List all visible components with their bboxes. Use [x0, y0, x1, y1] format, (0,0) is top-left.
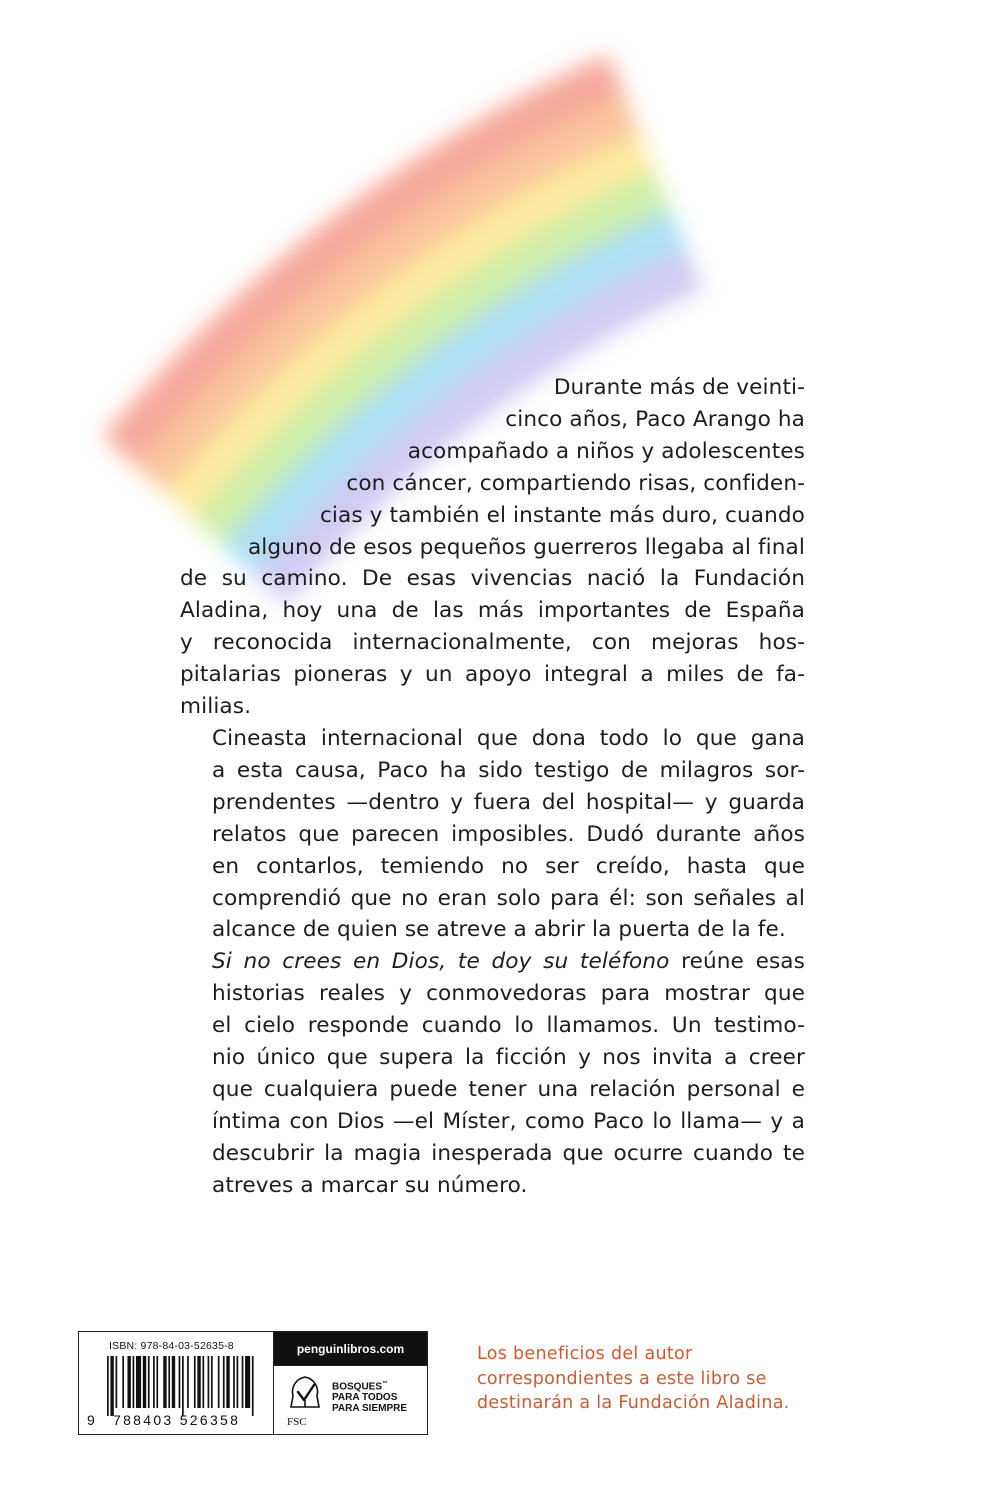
- barcode-bar: [242, 1356, 244, 1408]
- text-line: cias y también el instante más duro, cuando: [319, 502, 805, 528]
- barcode-bar: [182, 1356, 184, 1416]
- text-line: milias.: [180, 694, 252, 720]
- text-line: nio único que supera la ficción y nos invita a creer: [212, 1045, 805, 1071]
- benefits-line: destinarán a la Fundación Aladina.: [477, 1393, 790, 1413]
- barcode-bar: [237, 1356, 239, 1408]
- text-line: el cielo responde cuando lo llamamos. Un testimo-: [212, 1013, 805, 1039]
- fsc-slogan-line: BOSQUES: [332, 1381, 383, 1393]
- barcode-bar: [116, 1356, 118, 1408]
- barcode-bar: [187, 1356, 189, 1408]
- text-line: cinco años, Paco Arango ha: [505, 406, 805, 432]
- barcode-bar: [148, 1356, 150, 1408]
- text-fragment: reúne esas: [669, 949, 805, 975]
- text-line: Cineasta internacional que dona todo lo que gana: [212, 725, 805, 751]
- barcode-bar: [110, 1356, 113, 1416]
- text-line: alcance de quien se atreve a abrir la puerta de la fe.: [212, 917, 786, 943]
- text-line: relatos que parecen imposibles. Dudó durante años: [212, 821, 805, 847]
- barcode-bar: [197, 1356, 200, 1408]
- isbn-label: ISBN: 978-84-03-52635-8: [109, 1340, 234, 1352]
- barcode-bar: [223, 1356, 225, 1408]
- text-line: alguno de esos pequeños guerreros llegaba al final: [247, 534, 805, 560]
- text-line: pitalarias pioneras y un apoyo integral a miles de fa-: [180, 662, 805, 688]
- barcode-bar: [208, 1356, 210, 1408]
- barcode-bar: [136, 1356, 141, 1408]
- text-line: y reconocida internacionalmente, con mejoras hos-: [180, 630, 805, 656]
- barcode-bar: [194, 1356, 196, 1408]
- text-line: descubrir la magia inesperada que ocurre cuando te: [212, 1140, 805, 1166]
- barcode-bars: [107, 1356, 257, 1416]
- barcode-box: [78, 1331, 428, 1435]
- barcode-bar: [163, 1356, 166, 1408]
- text-line: prendentes —dentro y fuera del hospital— y guarda: [212, 789, 805, 815]
- barcode-digit-first: 9: [87, 1412, 96, 1428]
- fsc-slogan-line: PARA SIEMPRE: [332, 1403, 408, 1415]
- text-line: [180, 946, 805, 978]
- trademark: ™: [382, 1381, 389, 1387]
- barcode-bar: [179, 1356, 181, 1408]
- barcode-bar: [156, 1356, 158, 1408]
- benefits-line: Los beneficios del autor: [477, 1344, 693, 1364]
- fsc-slogan: [332, 1379, 427, 1414]
- text-line: de su camino. De esas vivencias nació la Fundación: [180, 566, 805, 592]
- barcode-bar: [143, 1356, 146, 1408]
- barcode-bar: [107, 1356, 109, 1416]
- text-line: comprendió que no eran solo para él: son señales al: [212, 885, 805, 911]
- barcode-bar: [202, 1356, 204, 1408]
- barcode-bar: [218, 1356, 220, 1408]
- text-line: atreves a marcar su número.: [212, 1172, 528, 1198]
- barcode-bar: [252, 1356, 254, 1416]
- fsc-slogan-line: PARA TODOS: [332, 1392, 398, 1404]
- text-line: en contarlos, temiendo no ser creído, hasta que: [212, 853, 805, 879]
- paragraph-1: [180, 372, 805, 723]
- barcode-bar: [226, 1356, 229, 1408]
- barcode-digit-rest: 788403 526358: [113, 1412, 241, 1428]
- paragraph-3: [180, 946, 805, 1201]
- fsc-logo-text: FSC: [287, 1416, 307, 1428]
- barcode-bar: [122, 1356, 124, 1408]
- back-cover-text: [180, 372, 805, 1202]
- text-line: acompañado a niños y adolescentes: [407, 438, 805, 464]
- barcode-bar: [133, 1356, 135, 1408]
- barcode-bar: [168, 1356, 170, 1408]
- barcode-bar: [233, 1356, 235, 1408]
- book-title: Si no crees en Dios, te doy su teléfono: [212, 949, 670, 975]
- barcode-bar: [245, 1356, 250, 1408]
- text-line: que cualquiera puede tener una relación personal e: [212, 1076, 805, 1102]
- text-line: a esta causa, Paco ha sido testigo de milagros sor-: [212, 757, 805, 783]
- barcode-bar: [127, 1356, 130, 1408]
- text-line: historias reales y conmovedoras para mostrar que: [212, 981, 805, 1007]
- barcode-panel: [79, 1332, 274, 1434]
- paragraph-2: [180, 723, 805, 946]
- publisher-site: penguinlibros.com: [274, 1332, 427, 1365]
- text-line: Durante más de veinti-: [553, 375, 805, 400]
- barcode-bar: [211, 1356, 213, 1408]
- fsc-tree-check-icon: [287, 1374, 323, 1414]
- benefits-line: correspondientes a este libro se: [477, 1368, 767, 1389]
- text-line: íntima con Dios —el Míster, como Paco lo llama— y a: [212, 1108, 805, 1134]
- text-line: con cáncer, compartiendo risas, confiden-: [346, 470, 805, 496]
- benefits-note: [477, 1342, 877, 1416]
- barcode-bar: [153, 1356, 155, 1408]
- fsc-certification: [274, 1365, 427, 1435]
- text-line: Aladina, hoy una de las más importantes de España: [180, 598, 805, 624]
- barcode-bar: [172, 1356, 175, 1408]
